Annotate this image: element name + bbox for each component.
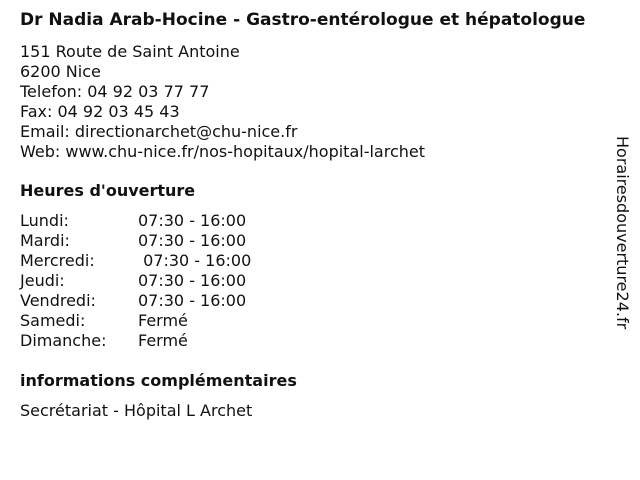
hours-value: 07:30 - 16:00 — [138, 271, 247, 290]
opening-hours-heading: Heures d'ouverture — [20, 181, 196, 200]
fax-number: Fax: 04 92 03 45 43 — [20, 102, 180, 121]
hours-value: Fermé — [138, 331, 188, 350]
hours-row-friday — [20, 291, 616, 311]
phone-number: Telefon: 04 92 03 77 77 — [20, 82, 210, 101]
page-title: Dr Nadia Arab-Hocine - Gastro-entérologue et hépatologue — [20, 10, 586, 30]
website-address: Web: www.chu-nice.fr/nos-hopitaux/hopital-larchet — [20, 142, 426, 161]
hours-row-monday — [20, 211, 616, 231]
hours-row-wednesday — [20, 251, 616, 271]
hours-row-thursday — [20, 271, 616, 291]
email-address: Email: directionarchet@chu-nice.fr — [20, 122, 298, 141]
day-label: Dimanche: — [20, 331, 107, 350]
opening-hours-table — [20, 211, 616, 351]
hours-value: 07:30 - 16:00 — [138, 211, 247, 230]
day-label: Lundi: — [20, 211, 69, 230]
day-label: Mardi: — [20, 231, 70, 250]
hours-value: 07:30 - 16:00 — [138, 251, 252, 270]
day-label: Jeudi: — [20, 271, 65, 290]
address-block — [20, 42, 616, 162]
site-brand-watermark: Horairesdouverture24.fr — [613, 136, 632, 330]
street-address: 151 Route de Saint Antoine — [20, 42, 240, 61]
day-label: Vendredi: — [20, 291, 96, 310]
business-card — [20, 10, 616, 421]
hours-value: 07:30 - 16:00 — [138, 231, 247, 250]
hours-row-saturday — [20, 311, 616, 331]
city-postal-code: 6200 Nice — [20, 62, 101, 81]
hours-row-sunday — [20, 331, 616, 351]
additional-info-heading: informations complémentaires — [20, 371, 297, 390]
day-label: Samedi: — [20, 311, 86, 330]
additional-info-text: Secrétariat - Hôpital L Archet — [20, 401, 253, 420]
hours-value: Fermé — [138, 311, 188, 330]
day-label: Mercredi: — [20, 251, 95, 270]
hours-value: 07:30 - 16:00 — [138, 291, 247, 310]
hours-row-tuesday — [20, 231, 616, 251]
